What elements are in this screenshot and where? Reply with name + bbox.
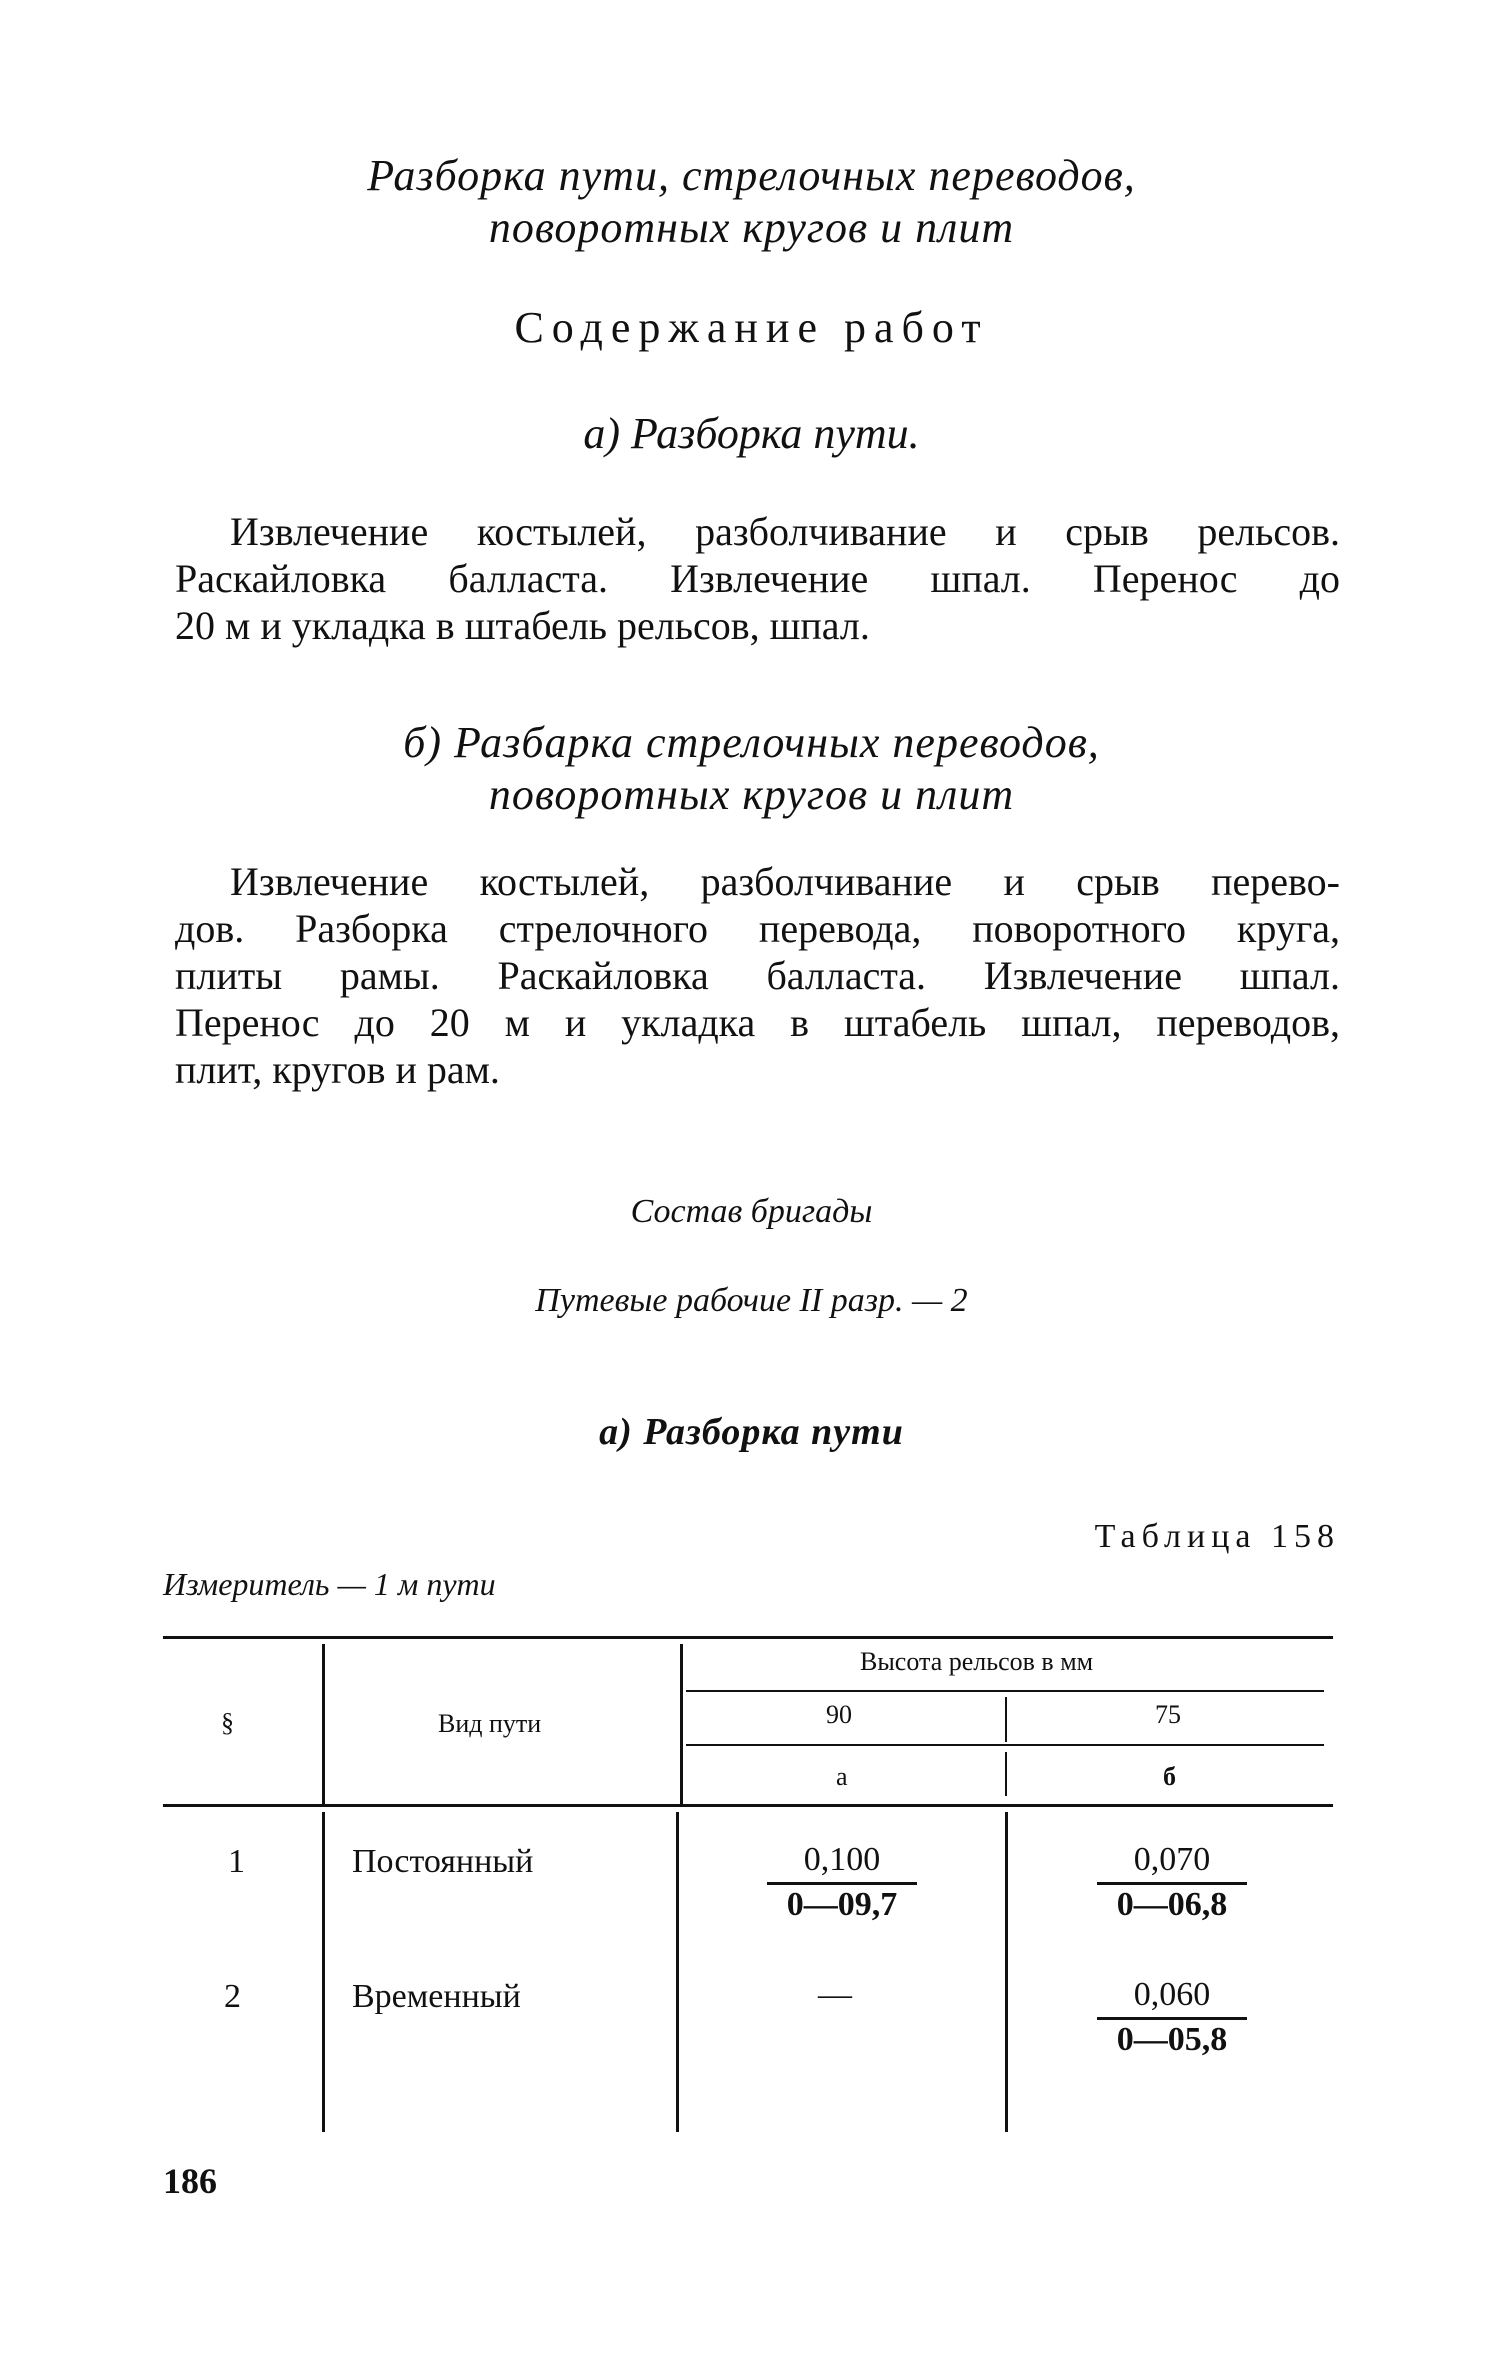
- section-b-line-2: дов. Разборка стрелочного перевода, поворотного круга,: [175, 906, 1340, 951]
- row-2-col-b-numerator: 0,060: [1133, 1976, 1211, 2013]
- col-b-letter: б: [1163, 1762, 1176, 1791]
- col-a-height: 90: [826, 1700, 852, 1729]
- section-a-line-2: Раскайловка балласта. Извлечение шпал. Перенос до: [175, 556, 1340, 601]
- section-b-line-1: Извлечение костылей, разболчивание и срыв перево-: [230, 859, 1340, 904]
- section-a-text: [175, 508, 1340, 649]
- row-2-col-b-value: [1072, 1975, 1272, 2058]
- section-b-title-line-1: б) Разбарка стрелочных переводов,: [403, 718, 1100, 767]
- section-a-title: а) Разборка пути.: [583, 409, 920, 458]
- row-1-col-b-denominator: 0—06,8: [1116, 1886, 1228, 1923]
- table-vline-2-head: [680, 1644, 683, 1804]
- row-1-type: Постоянный: [352, 1843, 534, 1880]
- section-a-line-1: Извлечение костылей, разболчивание и срыв рельсов.: [230, 509, 1340, 554]
- col-group-header: Высота рельсов в мм: [860, 1647, 1094, 1676]
- section-b-title: [163, 717, 1340, 821]
- row-1-col-b-value: [1072, 1840, 1272, 1923]
- heading-line-2: поворотных кругов и плит: [488, 203, 1015, 252]
- row-1-number: 1: [228, 1843, 245, 1880]
- table-subhead-rule: [686, 1744, 1324, 1746]
- measure-unit: Измеритель — 1 м пути: [163, 1566, 496, 1602]
- section-b-line-4: Перенос до 20 м и укладка в штабель шпал, переводов,: [175, 1000, 1340, 1045]
- section-b-text: [175, 858, 1340, 1093]
- section-b-title-line-2: поворотных кругов и плит: [488, 770, 1015, 819]
- table-head-bottom-rule: [163, 1804, 1333, 1807]
- table-vline-1-body: [322, 1812, 325, 2132]
- table-vline-3-sub1: [1005, 1697, 1007, 1742]
- page-number: 186: [163, 2161, 217, 2201]
- row-2-col-a-dash: —: [818, 1976, 852, 2013]
- section-a-line-3: 20 м и укладка в штабель рельсов, шпал.: [175, 603, 870, 648]
- col-type-header: Вид пути: [438, 1709, 542, 1738]
- row-1-col-b-numerator: 0,070: [1133, 1841, 1211, 1878]
- table-group-rule: [686, 1690, 1324, 1692]
- row-2-number: 2: [224, 1978, 241, 2015]
- section-b-line-5: плит, кругов и рам.: [175, 1047, 500, 1092]
- table-label: Таблица 158: [1094, 1518, 1340, 1555]
- heading-line-1: Разборка пути, стрелочных переводов,: [367, 151, 1136, 200]
- fraction-bar: [1097, 2017, 1247, 2020]
- row-1-col-a-denominator: 0—09,7: [786, 1886, 898, 1923]
- contents-title: Содержание работ: [514, 303, 989, 352]
- table-vline-3-sub2: [1005, 1752, 1007, 1796]
- table-vline-3-body: [1005, 1812, 1008, 2132]
- table-section-title: а) Разборка пути: [599, 1411, 904, 1453]
- row-1-col-a-numerator: 0,100: [803, 1841, 881, 1878]
- fraction-bar: [1097, 1882, 1247, 1885]
- col-a-letter: а: [836, 1762, 848, 1791]
- table-vline-2-body: [676, 1812, 679, 2132]
- row-2-type: Временный: [352, 1978, 521, 2015]
- fraction-bar: [767, 1882, 917, 1885]
- page-heading: [163, 150, 1340, 254]
- col-paragraph-header: §: [221, 1708, 234, 1737]
- row-1-col-a-value: [742, 1840, 942, 1923]
- table-vline-1-head: [322, 1644, 325, 1804]
- row-2-col-b-denominator: 0—05,8: [1116, 2021, 1228, 2058]
- section-b-line-3: плиты рамы. Раскайловка балласта. Извлечение шпал.: [175, 953, 1340, 998]
- crew-members: Путевые рабочие II разр. — 2: [535, 1282, 968, 1319]
- table-top-rule: [163, 1636, 1333, 1639]
- col-b-height: 75: [1155, 1700, 1181, 1729]
- crew-title: Состав бригады: [630, 1193, 873, 1230]
